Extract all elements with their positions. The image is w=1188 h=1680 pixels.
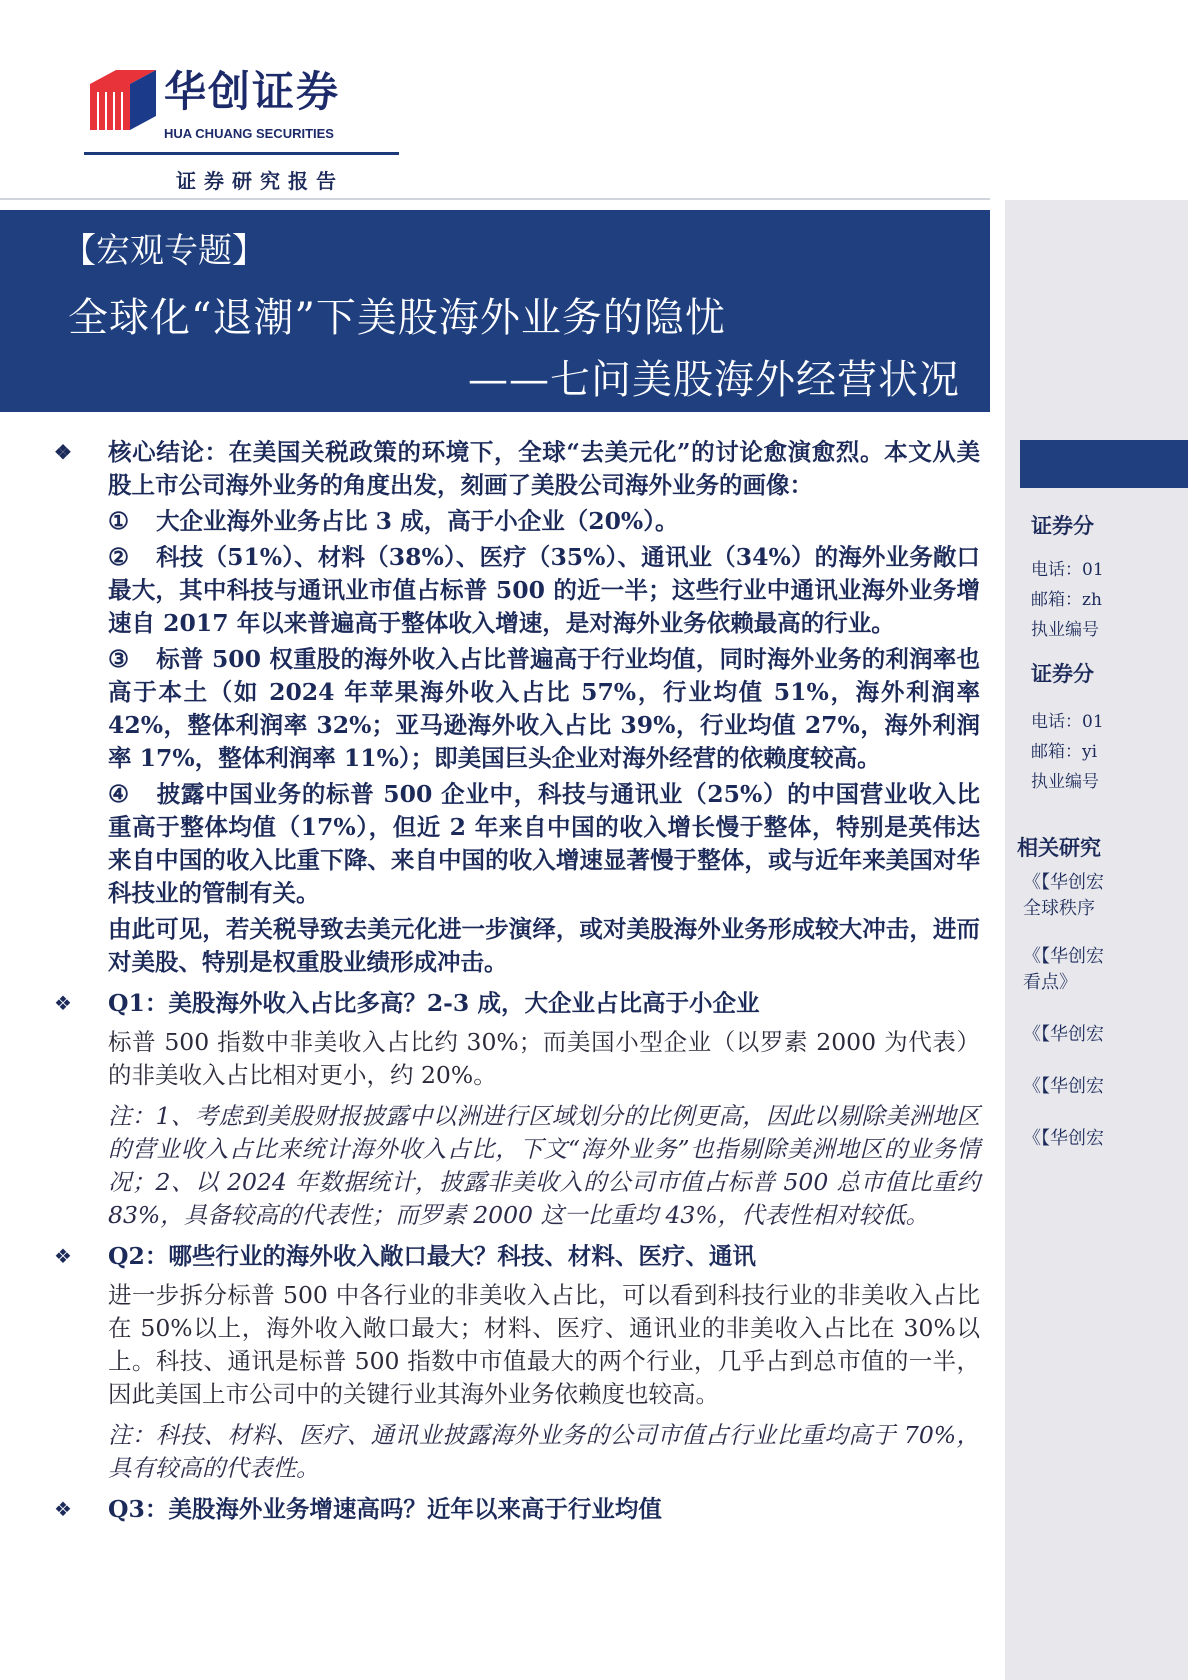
title-banner xyxy=(0,210,990,412)
analyst-phone: 电话：01 xyxy=(1031,560,1104,580)
diamond-bullet-icon: ❖ xyxy=(54,1244,72,1268)
diamond-bullet-icon: ❖ xyxy=(54,1497,72,1521)
conclusion-text: 由此可见，若关税导致去美元化进一步演绎，或对美股海外业务形成较大冲击，进而对美股、特别是权重股业绩形成冲击。 xyxy=(108,915,980,976)
logo-mark-icon xyxy=(90,70,156,130)
diamond-bullet-icon: ❖ xyxy=(54,440,72,464)
point-text: 标普 500 权重股的海外收入占比普遍高于行业均值，同时海外业务的利润率也高于本土（如 2024 年苹果海外收入占比 57%，行业均值 51%，海外利润率 42%，整体利润率 32%；亚马逊海外收入占比 39%，行业均值 27%，海外利润率 17%，整体利润率 11%）；即美国巨头企业对海外经营的依赖度较高。 xyxy=(108,645,980,772)
related-report-link[interactable]: 《【华创宏 xyxy=(1023,1128,1104,1149)
analyst-email: 邮箱：yi xyxy=(1031,742,1098,762)
point-text: 科技（51%）、材料（38%）、医疗（35%）、通讯业（34%）的海外业务敞口最大，其中科技与通讯业市值占标普 500 的近一半；这些行业中通讯业海外业务增速自 2017 年以来普遍高于整体收入增速，是对海外业务依赖最高的行业。 xyxy=(108,543,980,637)
report-body xyxy=(54,436,980,1526)
sidebar-header-bar xyxy=(1020,440,1188,488)
related-report-link[interactable]: 《【华创宏 看点》 xyxy=(1023,946,1104,993)
core-intro: 核心结论：在美国关税政策的环境下，全球“去美元化”的讨论愈演愈烈。本文从美股上市公司海外业务的角度出发，刻画了美股公司海外业务的画像： xyxy=(108,438,980,499)
analyst-heading: 证券分 xyxy=(1031,661,1094,686)
report-category: 【宏观专题】 xyxy=(62,231,266,271)
section-q3 xyxy=(54,1493,980,1526)
analyst-heading: 证券分 xyxy=(1031,513,1094,538)
report-type: 证券研究报告 xyxy=(176,169,344,193)
analyst-phone: 电话：01 xyxy=(1031,712,1104,732)
section-q2 xyxy=(54,1240,980,1485)
analyst-email: 邮箱：zh xyxy=(1031,590,1102,610)
section-q1 xyxy=(54,987,980,1232)
logo-chinese: 华创证券 xyxy=(164,67,341,116)
analyst-license: 执业编号 xyxy=(1031,772,1099,792)
sidebar xyxy=(1005,200,1188,1680)
section-title: Q1：美股海外收入占比多高？2-3 成，大企业占比高于小企业 xyxy=(108,989,760,1017)
section-note: 注：1、考虑到美股财报披露中以洲进行区域划分的比例更高，因此以剔除美洲地区的营业收入占比来统计海外收入占比，下文“海外业务”也指剔除美洲地区的业务情况；2、以 2024 年数据统计，披露非美收入的公司市值占标普 500 总市值比重约 83%，具备较高的代表性；而罗素 2000 这一比重均 43%，代表性相对较低。 xyxy=(108,1102,980,1229)
diamond-bullet-icon: ❖ xyxy=(54,991,72,1015)
section-title: Q3：美股海外业务增速高吗？近年以来高于行业均值 xyxy=(108,1495,662,1523)
point-number: ① xyxy=(108,507,130,535)
related-report-link[interactable]: 《【华创宏 全球秩序 xyxy=(1023,872,1104,919)
point-number: ③ xyxy=(108,645,130,673)
section-body: 进一步拆分标普 500 中各行业的非美收入占比，可以看到科技行业的非美收入占比在 50%以上，海外收入敞口最大；材料、医疗、通讯业的非美收入占比在 30%以上。科技、通讯是标普 500 指数中市值最大的两个行业，几乎占到总市值的一半，因此美国上市公司中的关键行业其海外业务依赖度也较高。 xyxy=(108,1281,980,1408)
section-body: 标普 500 指数中非美收入占比约 30%；而美国小型企业（以罗素 2000 为代表）的非美收入占比相对更小，约 20%。 xyxy=(108,1028,980,1089)
divider xyxy=(0,198,990,200)
key-point xyxy=(108,643,980,775)
company-logo xyxy=(84,64,384,160)
logo-divider xyxy=(84,152,399,155)
point-text: 大企业海外业务占比 3 成，高于小企业（20%）。 xyxy=(156,507,679,535)
point-number: ② xyxy=(108,543,130,571)
key-point xyxy=(108,541,980,640)
section-title: Q2：哪些行业的海外收入敞口最大？科技、材料、医疗、通讯 xyxy=(108,1242,756,1270)
point-text: 披露中国业务的标普 500 企业中，科技与通讯业（25%）的中国营业收入比重高于整体均值（17%），但近 2 年来自中国的收入增长慢于整体，特别是英伟达来自中国的收入比重下降、来自中国的收入增速显著慢于整体，或与近年来美国对华科技业的管制有关。 xyxy=(108,780,980,907)
report-title: 全球化“退潮”下美股海外业务的隐忧 xyxy=(68,295,726,341)
logo-english: HUA CHUANG SECURITIES xyxy=(164,126,334,141)
key-point xyxy=(108,505,980,538)
point-number: ④ xyxy=(108,780,130,808)
related-report-link[interactable]: 《【华创宏 xyxy=(1023,1076,1104,1097)
key-point xyxy=(108,778,980,910)
core-conclusion xyxy=(54,436,980,979)
related-report-link[interactable]: 《【华创宏 xyxy=(1023,1024,1104,1045)
report-subtitle: ——七问美股海外经营状况 xyxy=(468,357,960,403)
section-note: 注：科技、材料、医疗、通讯业披露海外业务的公司市值占行业比重均高于 70%，具有较高的代表性。 xyxy=(108,1421,980,1482)
analyst-license: 执业编号 xyxy=(1031,620,1099,640)
related-research-heading: 相关研究 xyxy=(1017,835,1101,860)
